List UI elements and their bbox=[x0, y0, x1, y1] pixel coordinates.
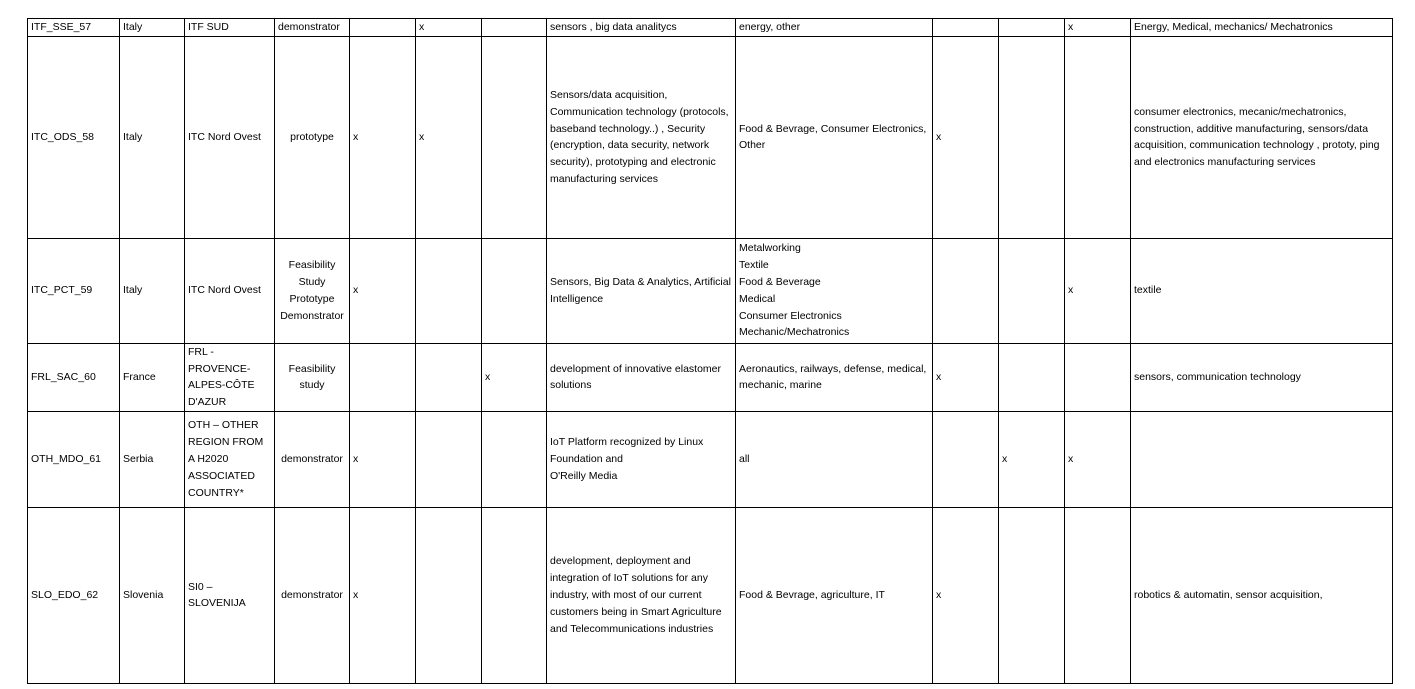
id-cell: SLO_EDO_62 bbox=[28, 507, 120, 683]
table-row bbox=[28, 36, 1393, 238]
mark-cell bbox=[1065, 36, 1131, 238]
technology-line: O'Reilly Media bbox=[550, 469, 618, 482]
technology-cell: development, deployment and integration of IoT solutions for any industry, with most of our current customers being in Smart Agriculture and Telecommunications industries bbox=[547, 507, 736, 683]
stage-cell: Feasibility study bbox=[275, 343, 350, 411]
mark-cell: x bbox=[933, 36, 999, 238]
sectors-cell bbox=[736, 238, 933, 343]
sector-line: Medical bbox=[739, 292, 776, 305]
stage-cell: demonstrator bbox=[275, 19, 350, 37]
mark-cell: x bbox=[482, 343, 547, 411]
mark-cell: x bbox=[350, 36, 416, 238]
mark-cell bbox=[999, 238, 1065, 343]
technology-cell: sensors , big data analitycs bbox=[547, 19, 736, 37]
sectors-cell: Aeronautics, railways, defense, medical, mechanic, marine bbox=[736, 343, 933, 411]
id-cell: ITC_ODS_58 bbox=[28, 36, 120, 238]
region-cell: ITF SUD bbox=[185, 19, 275, 37]
mark-cell bbox=[482, 507, 547, 683]
stage-cell: demonstrator bbox=[275, 507, 350, 683]
mark-cell bbox=[933, 411, 999, 507]
mark-cell: x bbox=[350, 507, 416, 683]
mark-cell: x bbox=[416, 36, 482, 238]
region-cell: OTH – OTHER REGION FROM A H2020 ASSOCIATED COUNTRY* bbox=[185, 411, 275, 507]
mark-cell bbox=[482, 36, 547, 238]
stage-line: Prototype bbox=[289, 292, 335, 305]
mark-cell bbox=[933, 238, 999, 343]
stage-cell bbox=[275, 238, 350, 343]
technology-cell bbox=[547, 411, 736, 507]
mark-cell bbox=[416, 238, 482, 343]
mark-cell: x bbox=[999, 411, 1065, 507]
id-cell: ITC_PCT_59 bbox=[28, 238, 120, 343]
mark-cell bbox=[482, 411, 547, 507]
sectors-cell: Food & Bevrage, Consumer Electronics, Other bbox=[736, 36, 933, 238]
mark-cell bbox=[350, 343, 416, 411]
id-cell: OTH_MDO_61 bbox=[28, 411, 120, 507]
stage-line: Demonstrator bbox=[280, 309, 344, 322]
stage-cell: prototype bbox=[275, 36, 350, 238]
mark-cell bbox=[999, 343, 1065, 411]
table-row bbox=[28, 343, 1393, 411]
sector-line: Consumer Electronics bbox=[739, 309, 842, 322]
id-cell: FRL_SAC_60 bbox=[28, 343, 120, 411]
mark-cell: x bbox=[933, 343, 999, 411]
region-cell: FRL - PROVENCE-ALPES-CÔTE D'AZUR bbox=[185, 343, 275, 411]
mark-cell: x bbox=[1065, 411, 1131, 507]
interests-cell: consumer electronics, mecanic/mechatronics, construction, additive manufacturing, sensors/data acquisition, communication technology , prototy, ping and electronics manufacturing services bbox=[1131, 36, 1393, 238]
mark-cell: x bbox=[933, 507, 999, 683]
country-cell: Slovenia bbox=[120, 507, 185, 683]
mark-cell: x bbox=[350, 411, 416, 507]
stage-cell: demonstrator bbox=[275, 411, 350, 507]
mark-cell: x bbox=[1065, 19, 1131, 37]
mark-cell bbox=[999, 36, 1065, 238]
country-cell: Italy bbox=[120, 19, 185, 37]
table-row bbox=[28, 238, 1393, 343]
mark-cell bbox=[933, 19, 999, 37]
mark-cell: x bbox=[1065, 238, 1131, 343]
technology-cell: Sensors, Big Data & Analytics, Artificial Intelligence bbox=[547, 238, 736, 343]
id-cell: ITF_SSE_57 bbox=[28, 19, 120, 37]
region-cell: SI0 – SLOVENIJA bbox=[185, 507, 275, 683]
sector-line: Metalworking bbox=[739, 242, 801, 255]
mark-cell bbox=[416, 411, 482, 507]
sector-line: Mechanic/Mechatronics bbox=[739, 326, 850, 339]
country-cell: Italy bbox=[120, 36, 185, 238]
mark-cell bbox=[1065, 343, 1131, 411]
interests-cell: robotics & automatin, sensor acquisition, bbox=[1131, 507, 1393, 683]
country-cell: Serbia bbox=[120, 411, 185, 507]
sector-line: Food & Beverage bbox=[739, 276, 821, 288]
technology-line: IoT Platform recognized by Linux bbox=[550, 436, 704, 449]
table-row bbox=[28, 507, 1393, 683]
technology-cell: development of innovative elastomer solutions bbox=[547, 343, 736, 411]
mark-cell bbox=[999, 507, 1065, 683]
mark-cell bbox=[416, 507, 482, 683]
mark-cell: x bbox=[416, 19, 482, 37]
mark-cell bbox=[1065, 507, 1131, 683]
technology-line: Foundation and bbox=[550, 453, 623, 466]
table-row bbox=[28, 19, 1393, 37]
mark-cell bbox=[416, 343, 482, 411]
stage-line: Feasibility bbox=[288, 259, 336, 272]
sectors-cell: all bbox=[736, 411, 933, 507]
country-cell: Italy bbox=[120, 238, 185, 343]
mark-cell: x bbox=[350, 238, 416, 343]
mark-cell bbox=[482, 19, 547, 37]
table-row bbox=[28, 411, 1393, 507]
interests-cell: sensors, communication technology bbox=[1131, 343, 1393, 411]
interests-cell bbox=[1131, 411, 1393, 507]
mark-cell bbox=[482, 238, 547, 343]
mark-cell bbox=[999, 19, 1065, 37]
sector-line: Textile bbox=[739, 259, 769, 272]
stage-line: Study bbox=[298, 276, 326, 288]
interests-cell: Energy, Medical, mechanics/ Mechatronics bbox=[1131, 19, 1393, 37]
technology-cell: Sensors/data acquisition, Communication technology (protocols, baseband technology..) , Security (encryption, data security, network security), prototyping and electronic manufacturing services bbox=[547, 36, 736, 238]
sectors-cell: energy, other bbox=[736, 19, 933, 37]
mark-cell bbox=[350, 19, 416, 37]
interests-cell: textile bbox=[1131, 238, 1393, 343]
region-cell: ITC Nord Ovest bbox=[185, 238, 275, 343]
region-cell: ITC Nord Ovest bbox=[185, 36, 275, 238]
companies-table bbox=[27, 18, 1393, 684]
sectors-cell: Food & Bevrage, agriculture, IT bbox=[736, 507, 933, 683]
country-cell: France bbox=[120, 343, 185, 411]
